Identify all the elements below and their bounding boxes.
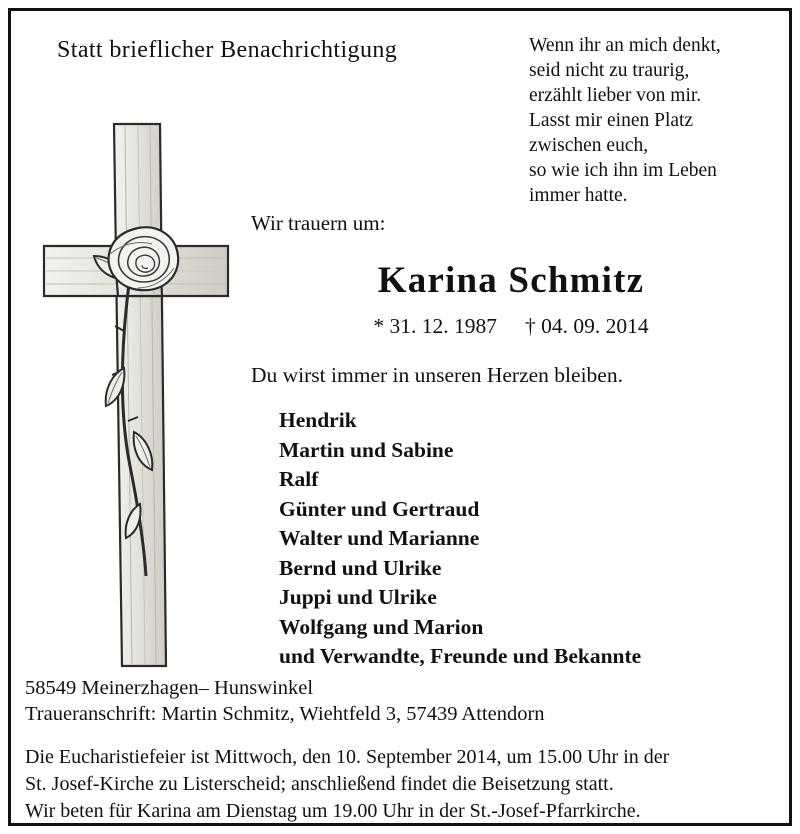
notice-content xyxy=(11,11,789,823)
service-line: Die Eucharistiefeier ist Mittwoch, den 10. September 2014, um 15.00 Uhr in der xyxy=(25,746,670,768)
mourners-list xyxy=(279,406,641,672)
poem-line: immer hatte. xyxy=(529,185,628,206)
mourner-entry: Hendrik xyxy=(279,408,357,432)
service-block xyxy=(25,744,669,825)
poem-line: erzählt lieber von mir. xyxy=(529,85,702,106)
mourner-entry: Walter und Marianne xyxy=(279,526,480,550)
address-block xyxy=(25,675,545,727)
service-line: Wir beten für Karina am Dienstag um 19.00 Uhr in der St.-Josef-Pfarrkirche. xyxy=(25,800,641,822)
mourner-entry: Wolfgang und Marion xyxy=(279,614,484,639)
cross-with-rose-icon xyxy=(26,106,246,676)
poem-line: seid nicht zu traurig, xyxy=(529,60,690,81)
contact-line: Traueranschrift: Martin Schmitz, Wiehtfeld 3, 57439 Attendorn xyxy=(25,703,545,725)
mourner-entry: Günter und Gertraud xyxy=(279,496,480,521)
mourner-entry: Martin und Sabine xyxy=(279,437,454,462)
birth-date: * 31. 12. 1987 xyxy=(373,314,497,338)
poem-line: Lasst mir einen Platz xyxy=(529,110,694,131)
death-date: † 04. 09. 2014 xyxy=(525,314,649,338)
location-line: 58549 Meinerzhagen– Hunswinkel xyxy=(25,677,314,699)
poem-line: zwischen euch, xyxy=(529,135,649,156)
mourning-intro: Wir trauern um: xyxy=(251,211,386,235)
mourner-entry: Juppi und Ulrike xyxy=(279,585,437,609)
mourner-entry: und Verwandte, Freunde und Bekannte xyxy=(279,644,642,668)
notice-headline: Statt brieflicher Benachrichtigung xyxy=(57,37,398,63)
service-line: St. Josef-Kirche zu Listerscheid; anschließend findet die Beisetzung statt. xyxy=(25,773,614,795)
memorial-sentence: Du wirst immer in unseren Herzen bleiben. xyxy=(251,363,623,387)
mourner-entry: Ralf xyxy=(279,467,319,491)
mourner-entry: Bernd und Ulrike xyxy=(279,555,442,580)
memorial-poem xyxy=(529,33,779,208)
poem-line: Wenn ihr an mich denkt, xyxy=(529,35,721,56)
life-dates xyxy=(251,314,771,339)
deceased-name: Karina Schmitz xyxy=(377,260,645,301)
poem-line: so wie ich ihn im Leben xyxy=(529,160,717,181)
